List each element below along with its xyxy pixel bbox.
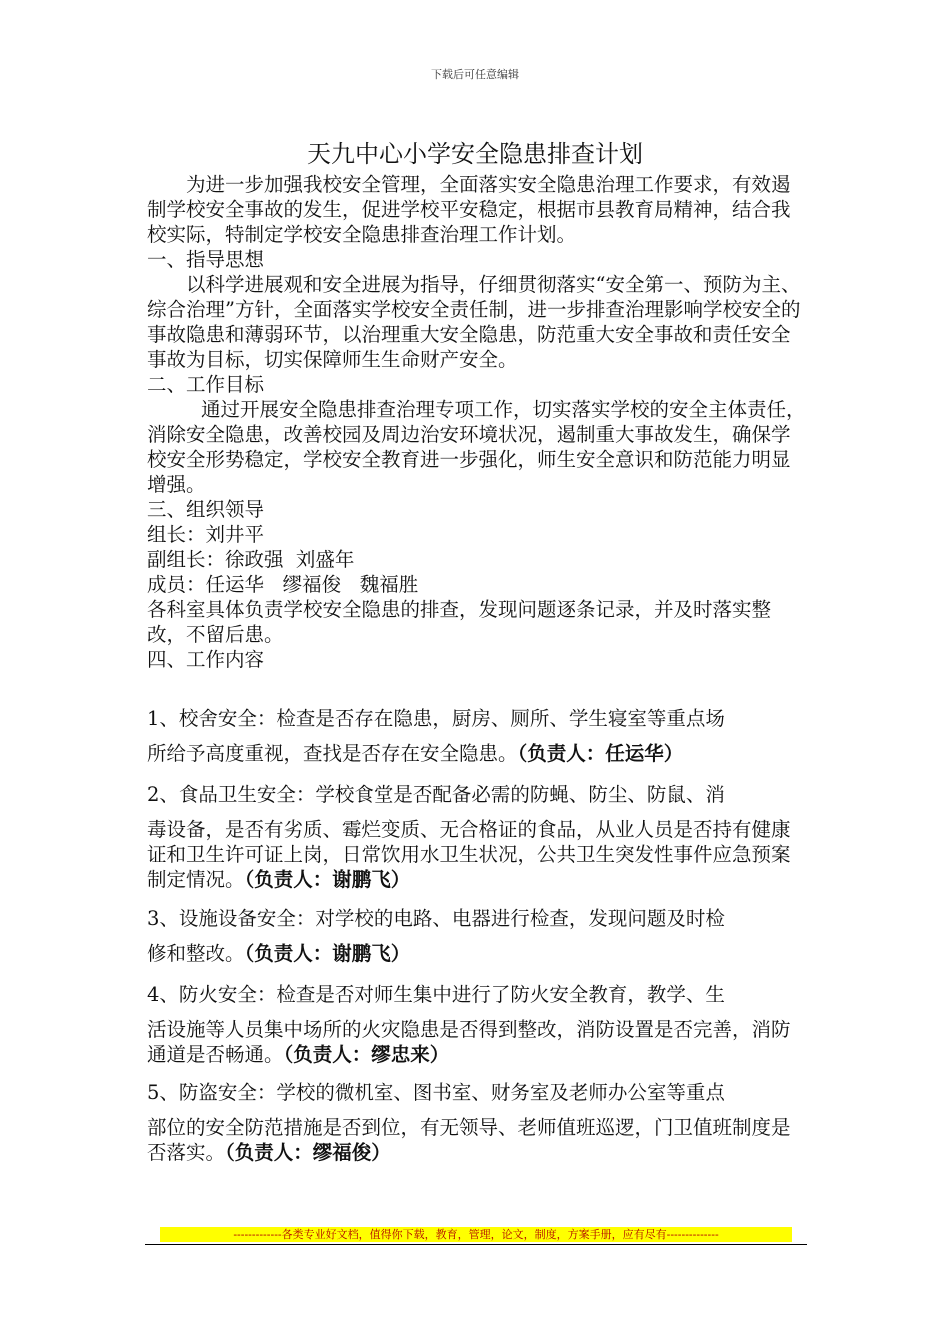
goals-paragraph: 通过开展安全隐患排查治理专项工作，切实落实学校的安全主体责任，消除安全隐患，改善校园及周边治安环境状况，遏制重大事故发生，确保学校安全形势稳定，学校安全教育进一步强化，师生安全意识和防范能力明显增强。 xyxy=(147,398,806,496)
work-item-4 xyxy=(147,982,807,1067)
item-text: 所给予高度重视，查找是否存在安全隐患。 xyxy=(147,742,518,765)
item-text: 活设施等人员集中场所的火灾隐患是否得到整改，消防设置是否完善，消防通道是否畅通。 xyxy=(147,1018,791,1066)
item-first-line: 4、防火安全：检查是否对师生集中进行了防火安全教育，教学、生 xyxy=(147,983,725,1006)
item-owner: （负责人：缪福俊） xyxy=(225,1141,391,1164)
item-text: 修和整改。 xyxy=(147,942,245,965)
work-item-1 xyxy=(147,706,807,766)
item-owner: （负责人：任运华） xyxy=(517,742,684,765)
item-owner: （负责人：谢鹏飞） xyxy=(244,942,411,965)
header-note: 下载后可任意编辑 xyxy=(431,68,519,81)
members-line: 成员：任运华 缪福俊 魏福胜 xyxy=(147,573,419,596)
section-heading-content: 四、工作内容 xyxy=(147,648,265,671)
responsibility-paragraph: 各科室具体负责学校安全隐患的排查，发现问题逐条记录，并及时落实整改，不留后患。 xyxy=(147,598,772,646)
item-owner: （负责人：谢鹏飞） xyxy=(244,868,411,891)
leader-line: 组长：刘井平 xyxy=(147,523,265,546)
item-first-line: 5、防盗安全：学校的微机室、图书室、财务室及老师办公室等重点 xyxy=(147,1081,725,1104)
guiding-paragraph: 以科学进展观和安全进展为指导，仔细贯彻落实“安全第一、预防为主、综合治理”方针，全面落实学校安全责任制，进一步排查治理影响学校安全的事故隐患和薄弱环节，以治理重大安全隐患，防范重大安全事故和责任安全事故为目标，切实保障师生生命财产安全。 xyxy=(147,273,801,371)
item-first-line: 2、食品卫生安全：学校食堂是否配备必需的防蝇、防尘、防鼠、消 xyxy=(147,783,725,806)
section-heading-goals: 二、工作目标 xyxy=(147,373,265,396)
document-title: 天九中心小学安全隐患排查计划 xyxy=(307,140,643,168)
item-text: 毒设备，是否有劣质、霉烂变质、无合格证的食品，从业人员是否持有健康证和卫生许可证上岗，日常饮用水卫生状况，公共卫生突发性事件应急预案制定情况。 xyxy=(147,818,791,891)
item-first-line: 3、设施设备安全：对学校的电路、电器进行检查，发现问题及时检 xyxy=(147,907,725,930)
work-item-3 xyxy=(147,906,807,966)
item-owner: （负责人：缪忠来） xyxy=(283,1043,450,1066)
section-heading-guiding: 一、指导思想 xyxy=(147,248,265,271)
item-text: 部位的安全防范措施是否到位，有无领导、老师值班巡逻，门卫值班制度是否落实。 xyxy=(147,1116,791,1164)
work-item-5 xyxy=(147,1080,807,1165)
footer-banner: -------------各类专业好文档，值得你下载，教育，管理，论文，制度，方案手册，应有尽有-------------- xyxy=(160,1227,792,1242)
deputy-line: 副组长：徐政强 刘盛年 xyxy=(147,548,355,571)
section-heading-leadership: 三、组织领导 xyxy=(147,498,265,521)
item-first-line: 1、校舍安全：检查是否存在隐患，厨房、厕所、学生寝室等重点场 xyxy=(147,707,725,730)
document-body xyxy=(147,172,807,672)
work-item-2 xyxy=(147,782,807,892)
intro-paragraph: 为进一步加强我校安全管理，全面落实安全隐患治理工作要求，有效遏制学校安全事故的发生，促进学校平安稳定，根据市县教育局精神，结合我校实际，特制定学校安全隐患排查治理工作计划。 xyxy=(147,173,791,246)
footer-divider xyxy=(145,1244,807,1245)
